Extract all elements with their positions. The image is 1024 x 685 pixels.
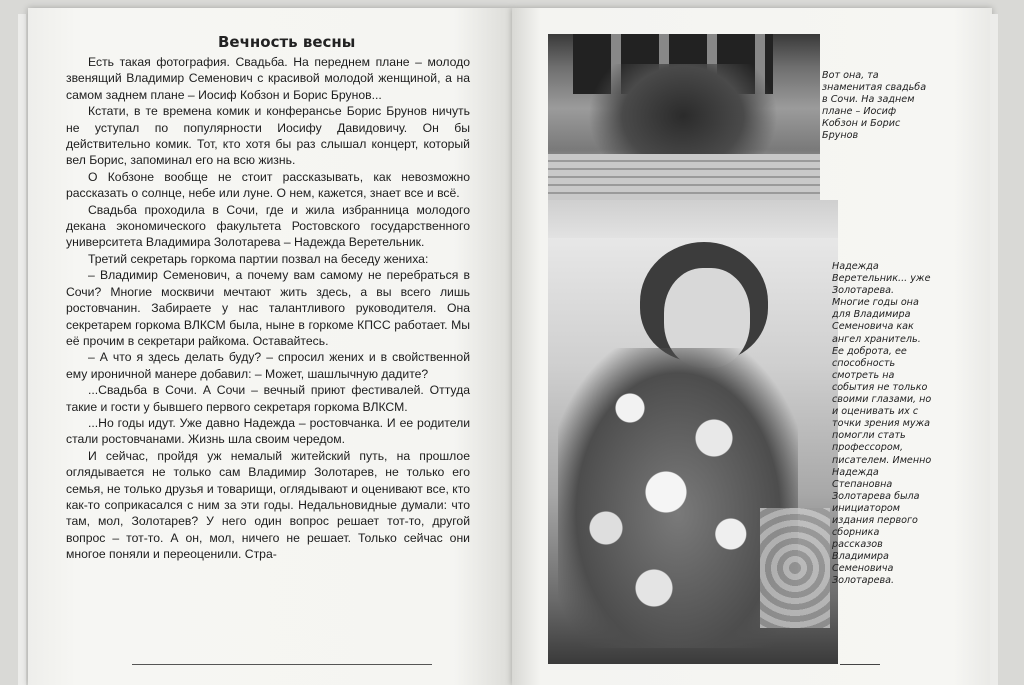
chapter-title: Вечность весны: [218, 33, 356, 51]
caption-rule: [840, 664, 880, 665]
paragraph: Третий секретарь горкома партии позвал на беседу жениха:: [88, 251, 429, 266]
wedding-photo-caption: Вот она, та знаменитая свадьба в Сочи. На заднем плане – Иосиф Кобзон и Борис Брунов: [822, 70, 927, 142]
paragraph: – А что я здесь делать буду? – спросил жених и в свойственной ему ироничной манере добавил: – Может, шашлычную дадите?: [66, 350, 470, 381]
page-edge-left: [18, 14, 26, 685]
paragraph: Кстати, в те времена комик и конферансье Борис Брунов ничуть не уступал по популярности Иосифу Давидовичу. Он бы действительно комик. Тот, кто хотя бы раз слышал концерт, который вел Борис, запоминал его на всю жизнь.: [66, 104, 470, 168]
paragraph: ...Но годы идут. Уже давно Надежда – ростовчанка. И ее родители стали ростовчанами. Жизнь шла своим чередом.: [66, 415, 470, 447]
footnote-rule: [132, 664, 432, 665]
paragraph: ...Свадьба в Сочи. А Сочи – вечный приют фестивалей. Оттуда такие и гости у бывшего первого секретаря горкома ВЛКСМ.: [66, 383, 470, 414]
page-edge-right: [990, 14, 998, 685]
paragraph: – Владимир Семенович, а почему вам самому не перебраться в Сочи? Многие москвичи мечтают жить здесь, а вы всего лишь ростовчанин. Забираете у нас талантливого руководителя. Она секретарем горкома ВЛКСМ была, ныне в горкоме КПСС работает. Мы её прочим в секретари райкома. Оставайтесь.: [66, 268, 470, 348]
portrait-photo: [548, 238, 838, 664]
body-text: [66, 54, 470, 563]
paragraph: Свадьба проходила в Сочи, где и жила избранница молодого декана экономического факультета Ростовского государственного университета Владимира Золотарева – Надежда Веретельник.: [66, 202, 470, 250]
portrait-photo-caption: Надежда Веретельник... уже Золотарева. Многие годы она для Владимира Семеновича как ангел хранитель. Ее доброта, ее способность смотреть на события не только своими глазами, но и оценивать их с точки зрения мужа помогли стать профессором, писателем. Именно Надежда Степановна Золотарева была инициатором издания первого сборника рассказов Владимира Семеновича Золотарева.: [832, 261, 932, 587]
background-plates: [760, 508, 830, 628]
paragraph: Есть такая фотография. Свадьба. На переднем плане – молодо звенящий Владимир Семенович с красивой молодой женщиной, а на самом заднем плане – Иосиф Кобзон и Борис Брунов...: [66, 55, 470, 102]
paragraph: О Кобзоне вообще не стоит рассказывать, как невозможно рассказать о солнце, небе или луне. О нем, кажется, знает все и всё.: [66, 169, 470, 201]
paragraph: И сейчас, пройдя уж немалый житейский путь, на прошлое оглядывается не только сам Владимир Золотарев, не только его семья, не только друзья и товарищи, оглядывают и оценивают все, кто как-то соприкасался с ним за эти годы. Недальновидные думали: что там, мол, Золотарев? У него один вопрос решает тот-то, другой вопрос – тот-то. А он, мол, ничего не решает. Только сейчас они многое поняли и переоценили. Стра-: [66, 448, 470, 562]
street-strip: [548, 200, 838, 240]
wedding-photo: [548, 34, 820, 220]
